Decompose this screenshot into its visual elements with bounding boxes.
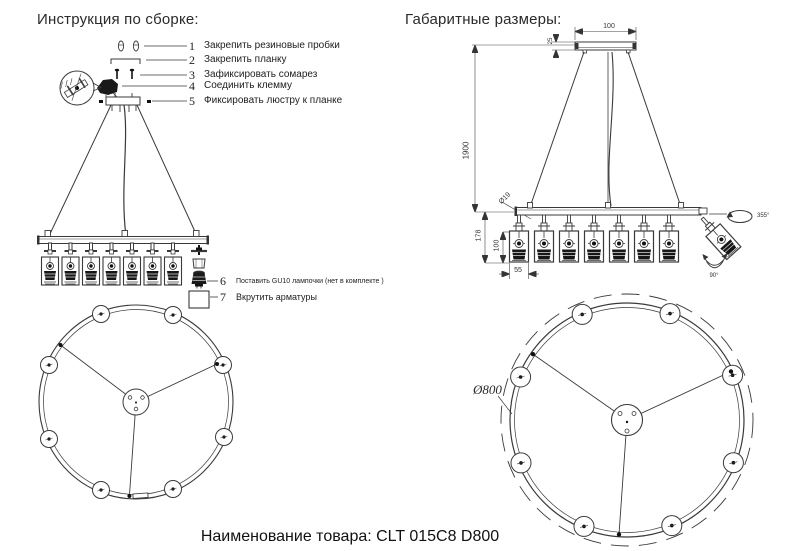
dim-ring-diameter: Ø800 — [473, 382, 502, 397]
step-label: Поставить GU10 лампочки (нет в комплекте ) — [236, 278, 384, 285]
step-number: 3 — [189, 68, 195, 82]
lamp-row — [510, 215, 679, 262]
part-clamp — [97, 79, 187, 98]
step-label: Закрепить планку — [204, 54, 287, 65]
dim-tube-diameter: Ø19 — [497, 191, 513, 206]
ring-top-view — [39, 305, 233, 499]
product-caption: Наименование товара: CLT 015C8 D800 — [200, 528, 500, 545]
dim-shade-height: 100 — [493, 239, 501, 252]
step-number: 2 — [189, 53, 195, 67]
step-label: Вкрутить арматуры — [236, 292, 317, 302]
step-number: 4 — [189, 79, 195, 93]
lamp-row — [42, 243, 182, 285]
exploded-lamp — [189, 245, 218, 308]
suspension-cables — [49, 105, 197, 236]
part-ceiling-plate — [99, 93, 187, 112]
dim-tilt-angle: 90° — [709, 273, 719, 279]
step-number: 7 — [220, 290, 226, 304]
part-bracket — [111, 59, 187, 64]
right-panel-title: Габаритные размеры: — [405, 11, 562, 28]
step-number: 1 — [189, 39, 195, 53]
step-label: Закрепить резиновые пробки — [204, 40, 340, 51]
ceiling-plate — [575, 42, 636, 53]
ring-top-view — [498, 294, 753, 546]
dim-lamp-drop: 178 — [475, 229, 483, 242]
part-rubber-plugs — [118, 41, 187, 51]
step-label: Фиксировать люстру к планке — [204, 95, 343, 106]
suspension-cables — [530, 52, 681, 207]
left-panel-title: Инструкция по сборке: — [37, 11, 199, 28]
dim-plate-width: 100 — [603, 23, 615, 30]
ring-bar — [515, 203, 708, 217]
dim-shade-width: 55 — [514, 267, 522, 274]
step-label: Зафиксировать сомарез — [204, 69, 318, 80]
dimensions-diagram — [400, 0, 800, 551]
part-screws — [115, 69, 187, 79]
dim-swivel-angle: 355° — [757, 213, 770, 219]
dim-hanging-height: 1900 — [461, 141, 471, 160]
ring-bar — [37, 231, 209, 245]
detail-magnifier — [58, 71, 101, 105]
step-number: 6 — [220, 274, 226, 288]
dim-plate-thickness: 25 — [548, 37, 554, 45]
tilted-lamp — [695, 211, 752, 268]
step-number: 5 — [189, 94, 195, 108]
step-label: Соединить клемму — [204, 80, 292, 91]
